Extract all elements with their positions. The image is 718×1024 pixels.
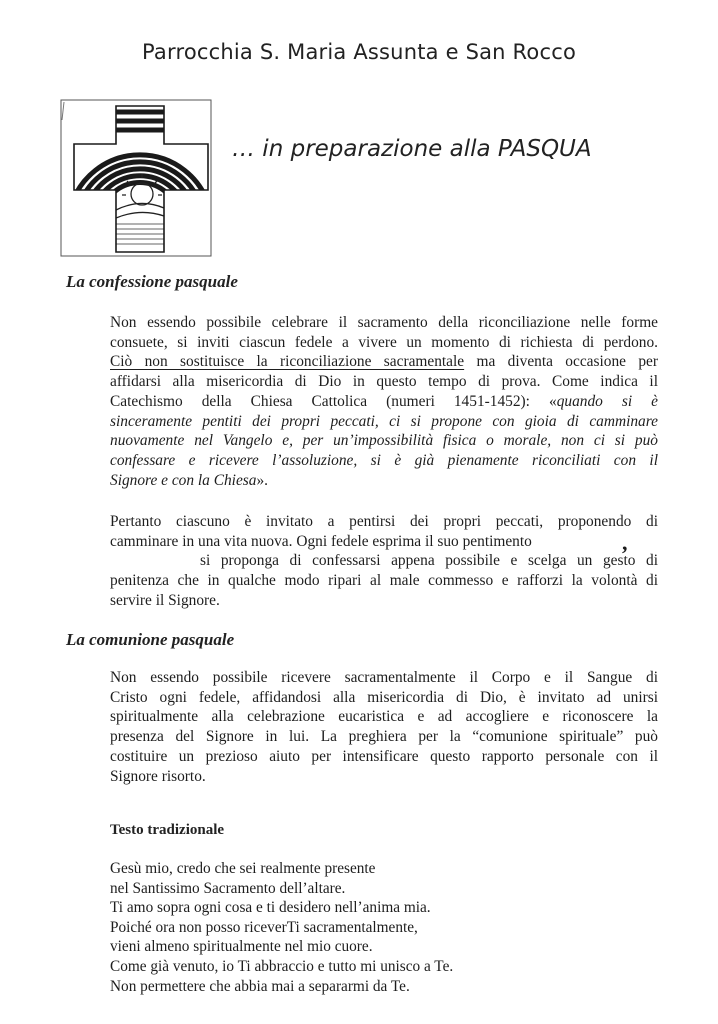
prayer-text xyxy=(110,859,453,996)
text-line: consuete, si inviti ciascun fedele a vivere un momento di richiesta di perdono. xyxy=(110,333,658,351)
text-line: Signore risorto. xyxy=(110,767,206,785)
prayer-title: Testo tradizionale xyxy=(110,822,225,838)
text-line: Pertanto ciascuno è invitato a pentirsi dei propri peccati, proponendo di xyxy=(110,513,658,530)
prayer-line: Poiché ora non posso riceverTi sacramentalmente, xyxy=(110,918,418,936)
section-heading-comunione: La comunione pasquale xyxy=(66,630,235,649)
text-line: Non essendo possibile celebrare il sacramento della riconciliazione nelle forme xyxy=(110,314,658,331)
text-line: spiritualmente alla celebrazione eucaristica e ad accogliere e riconoscere la xyxy=(110,708,658,726)
text-line xyxy=(110,392,658,412)
paragraph-confessione-1 xyxy=(110,313,658,490)
parish-name: Parrocchia S. Maria Assunta e San Rocco xyxy=(142,40,576,64)
quote-text: quando si è xyxy=(556,392,659,410)
prayer-line: Ti amo sopra ogni cosa e ti desidero nell’anima mia. xyxy=(110,899,431,917)
text-line: si proponga di confessarsi appena possibile e scelga un gesto di xyxy=(200,552,658,570)
text-span: ». xyxy=(256,471,269,489)
text-line: Non essendo possibile ricevere sacramentalmente il Corpo e il Sangue di xyxy=(110,669,658,686)
prayer-line: Gesù mio, credo che sei realmente presente xyxy=(110,860,376,877)
section-heading-confessione: La confessione pasquale xyxy=(66,272,238,291)
text-span: Catechismo della Chiesa Cattolica (numeri 1451-1452): « xyxy=(110,392,557,410)
page-subtitle: … in preparazione alla PASQUA xyxy=(232,136,592,162)
text-line: servire il Signore. xyxy=(110,591,220,609)
prayer-line: Come già venuto, io Ti abbraccio e tutto mi unisco a Te. xyxy=(110,957,454,975)
underlined-text: Ciò non sostituisce la riconciliazione sacramentale xyxy=(110,353,465,371)
text-line: penitenza che in qualche modo ripari al male commesso e rafforzi la volontà di xyxy=(110,572,658,590)
prayer-line: Non permettere che abbia mai a separarmi da Te. xyxy=(110,977,410,995)
paragraph-comunione xyxy=(110,668,658,786)
paragraph-confessione-2 xyxy=(110,512,658,611)
cross-sunrise-icon xyxy=(60,98,212,258)
handwritten-comma: , xyxy=(622,530,628,555)
text-line: affidarsi alla misericordia di Dio in questo tempo di prova. Come indica il xyxy=(110,373,658,391)
quote-line: confessare e ricevere l’assoluzione, si è già pienamente riconciliati con il xyxy=(110,451,658,469)
text-line: camminare in una vita nuova. Ogni fedele esprima il suo pentimento xyxy=(110,532,532,550)
quote-line: nuovamente nel Vangelo e, per un’impossibilità fisica o morale, non ci si può xyxy=(110,432,658,450)
prayer-line: vieni almeno spiritualmente nel mio cuore. xyxy=(110,938,373,956)
text-line xyxy=(110,352,658,372)
quote-text: Signore e con la Chiesa xyxy=(110,471,257,489)
text-line: costituire un prezioso aiuto per intensificare questo rapporto personale con il xyxy=(110,747,658,765)
text-span: ma diventa occasione per xyxy=(464,353,658,371)
prayer-line: nel Santissimo Sacramento dell’altare. xyxy=(110,879,346,897)
text-line: presenza del Signore in lui. La preghiera per la “comunione spirituale” può xyxy=(110,728,658,746)
quote-line: sinceramente pentiti dei propri peccati, ci si propone con gioia di camminare xyxy=(110,412,658,430)
text-line xyxy=(110,471,658,491)
text-line: Cristo ogni fedele, affidandosi alla misericordia di Dio, è invitato ad unirsi xyxy=(110,688,658,706)
